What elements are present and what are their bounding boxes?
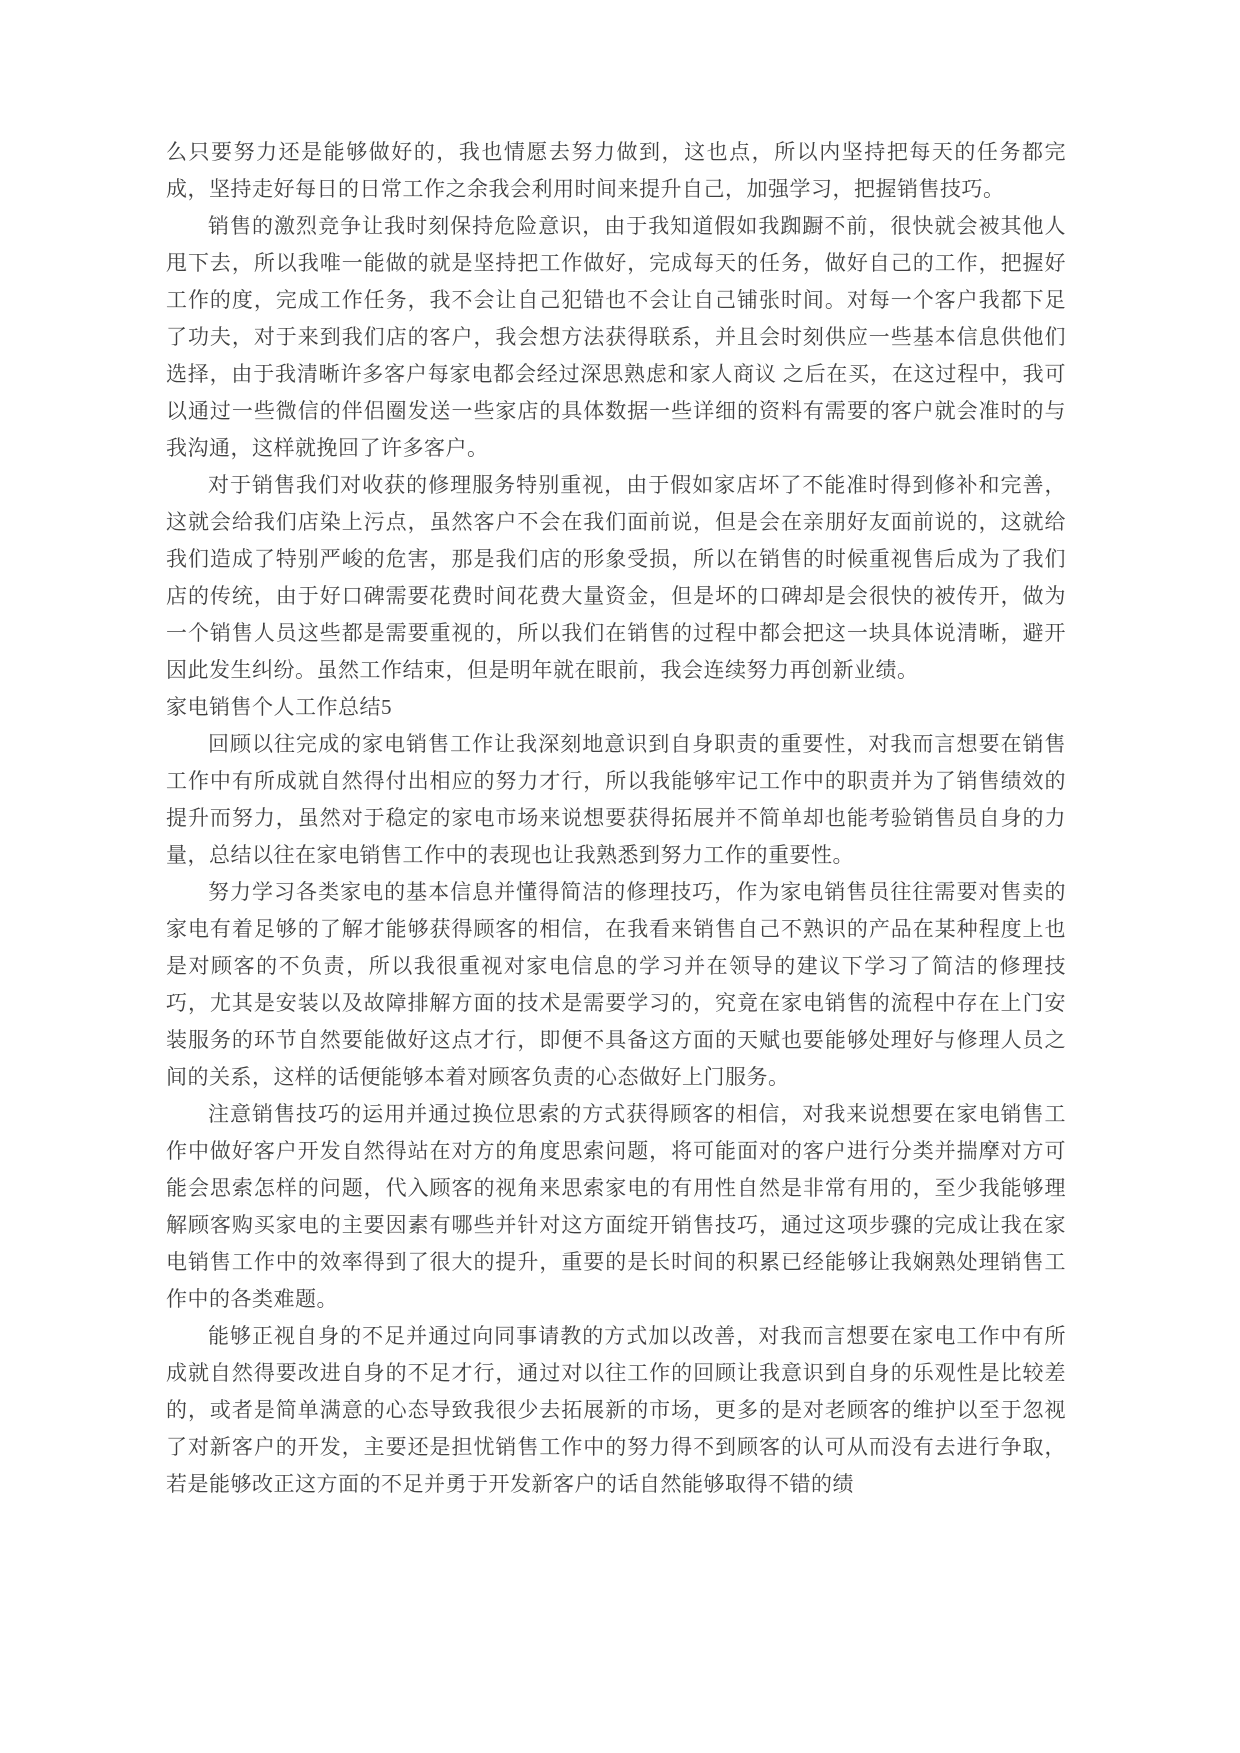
paragraph: 注意销售技巧的运用并通过换位思索的方式获得顾客的相信，对我来说想要在家电销售工作中做好客户开发自然得站在对方的角度思索问题，将可能面对的客户进行分类并揣摩对方可能会思索怎样的问题，代入顾客的视角来思索家电的有用性自然是非常有用的，至少我能够理解顾客购买家电的主要因素有哪些并针对这方面绽开销售技巧，通过这项步骤的完成让我在家电销售工作中的效率得到了很大的提升，重要的是长时间的积累已经能够让我娴熟处理销售工作中的各类难题。 — [166, 1102, 1066, 1311]
paragraph: 努力学习各类家电的基本信息并懂得简洁的修理技巧，作为家电销售员往往需要对售卖的家电有着足够的了解才能够获得顾客的相信，在我看来销售自己不熟识的产品在某种程度上也是对顾客的不负责，所以我很重视对家电信息的学习并在领导的建议下学习了简洁的修理技巧，尤其是安装以及故障排解方面的技术是需要学习的，究竟在家电销售的流程中存在上门安装服务的环节自然要能做好这点才行，即便不具备这方面的天赋也要能够处理好与修理人员之间的关系，这样的话便能够本着对顾客负责的心态做好上门服务。 — [166, 880, 1066, 1089]
paragraph-continuation: 么只要努力还是能够做好的，我也情愿去努力做到，这也点，所以内坚持把每天的任务都完成，坚持走好每日的日常工作之余我会利用时间来提升自己，加强学习，把握销售技巧。 — [166, 140, 1066, 201]
paragraph: 回顾以往完成的家电销售工作让我深刻地意识到自身职责的重要性，对我而言想要在销售工作中有所成就自然得付出相应的努力才行，所以我能够牢记工作中的职责并为了销售绩效的提升而努力，虽然对于稳定的家电市场来说想要获得拓展并不简单却也能考验销售员自身的力量，总结以往在家电销售工作中的表现也让我熟悉到努力工作的重要性。 — [166, 732, 1066, 867]
paragraph: 能够正视自身的不足并通过向同事请教的方式加以改善，对我而言想要在家电工作中有所成就自然得要改进自身的不足才行，通过对以往工作的回顾让我意识到自身的乐观性是比较差的，或者是简单满意的心态导致我很少去拓展新的市场，更多的是对老顾客的维护以至于忽视了对新客户的开发，主要还是担忧销售工作中的努力得不到顾客的认可从而没有去进行争取，若是能够改正这方面的不足并勇于开发新客户的话自然能够取得不错的绩 — [166, 1324, 1066, 1496]
document-body — [166, 134, 1066, 1503]
section-heading: 家电销售个人工作总结5 — [166, 695, 392, 719]
paragraph: 对于销售我们对收获的修理服务特别重视，由于假如家店坏了不能准时得到修补和完善，这就会给我们店染上污点，虽然客户不会在我们面前说，但是会在亲朋好友面前说的，这就给我们造成了特别严峻的危害，那是我们店的形象受损，所以在销售的时候重视售后成为了我们店的传统，由于好口碑需要花费时间花费大量资金，但是坏的口碑却是会很快的被传开，做为一个销售人员这些都是需要重视的，所以我们在销售的过程中都会把这一块具体说清晰，避开因此发生纠纷。虽然工作结束，但是明年就在眼前，我会连续努力再创新业绩。 — [166, 473, 1066, 682]
paragraph: 销售的激烈竞争让我时刻保持危险意识，由于我知道假如我踟蹰不前，很快就会被其他人甩下去，所以我唯一能做的就是坚持把工作做好，完成每天的任务，做好自己的工作，把握好工作的度，完成工作任务，我不会让自己犯错也不会让自己铺张时间。对每一个客户我都下足了功夫，对于来到我们店的客户，我会想方法获得联系，并且会时刻供应一些基本信息供他们选择，由于我清晰许多客户每家电都会经过深思熟虑和家人商议 之后在买，在这过程中，我可以通过一些微信的伴侣圈发送一些家店的具体数据一些详细的资料有需要的客户就会准时的与我沟通，这样就挽回了许多客户。 — [166, 214, 1066, 460]
